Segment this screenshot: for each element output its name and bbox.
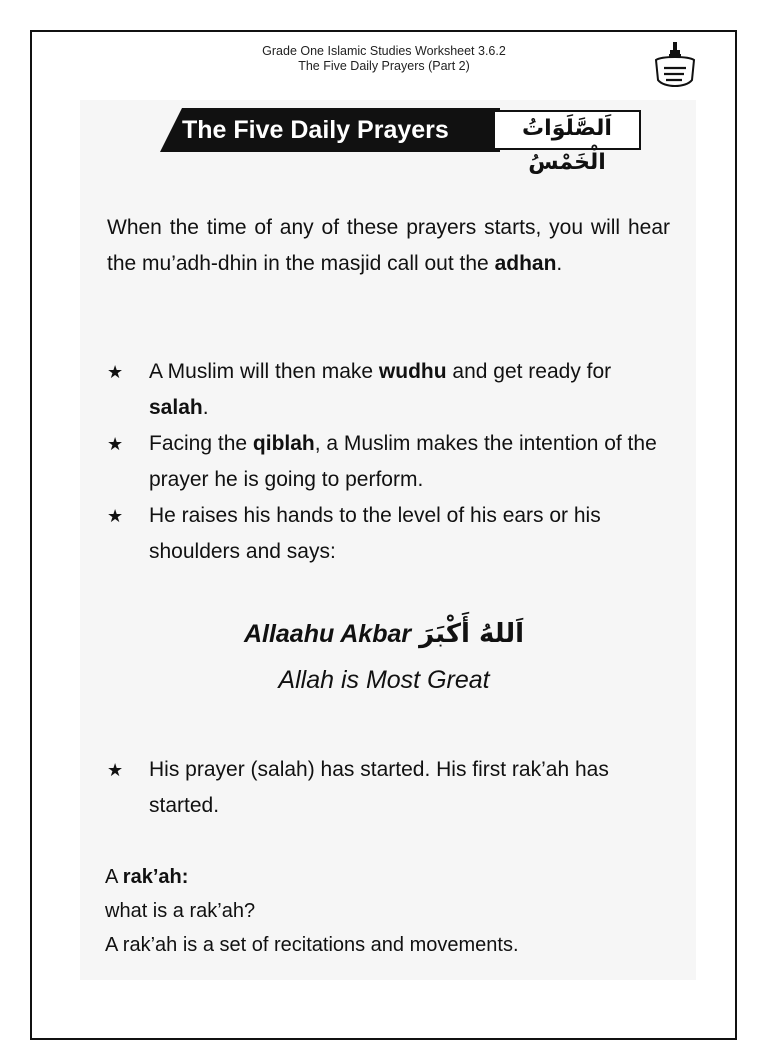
intro-paragraph	[107, 210, 670, 282]
list-item	[107, 498, 670, 570]
star-icon: ★	[107, 760, 124, 780]
rakah-answer: A rak’ah is a set of recitations and movements.	[105, 934, 519, 956]
rakah-heading-pre: A	[105, 866, 123, 888]
item-bold-term: wudhu	[378, 360, 447, 383]
item-text: He raises his hands to the level of his ears or his shoulders and says:	[149, 504, 601, 563]
item-text: , a Muslim makes the intention of the prayer he is going to perform.	[149, 432, 657, 491]
intro-text-end: .	[556, 252, 563, 275]
rakah-heading-bold: rak’ah:	[122, 866, 189, 888]
star-icon: ★	[107, 434, 124, 454]
item-text: A Muslim will then make	[149, 360, 379, 383]
rakah-section	[105, 860, 685, 962]
star-icon: ★	[107, 506, 124, 526]
school-crest-icon	[652, 40, 698, 94]
intro-bold-term: adhan	[494, 252, 557, 275]
intro-text: When the time of any of these prayers starts, you will hear the mu’adh-dhin in the masjid call out the	[107, 216, 670, 275]
header-line-1: Grade One Islamic Studies Worksheet 3.6.2	[262, 44, 506, 58]
takbir-line	[0, 614, 768, 654]
item-text: Facing the	[149, 432, 253, 455]
takbir-translation: Allah is Most Great	[278, 666, 490, 694]
list-item	[107, 426, 670, 498]
rakah-question: what is a rak’ah?	[105, 900, 256, 922]
takbir-transliteration: Allaahu Akbar	[243, 620, 412, 648]
banner-title: The Five Daily Prayers	[182, 116, 449, 144]
takbir-arabic: اَللهُ أَكْبَرَ	[419, 619, 525, 649]
steps-list	[107, 354, 670, 570]
item-text: .	[202, 396, 209, 419]
star-icon: ★	[107, 362, 124, 382]
final-step-list	[107, 752, 670, 824]
header-line-2: The Five Daily Prayers (Part 2)	[298, 59, 470, 73]
item-text: and get ready for	[446, 360, 612, 383]
item-bold-term: salah	[149, 396, 203, 419]
banner-arabic-title: اَلصَّلَوَاتُ الْخَمْسُ	[493, 110, 641, 150]
item-bold-term: qiblah	[252, 432, 315, 455]
title-banner	[160, 108, 642, 175]
list-item	[107, 752, 670, 824]
rakah-heading	[105, 860, 685, 894]
list-item	[107, 354, 670, 426]
item-text: His prayer (salah) has started. His first rak’ah has started.	[149, 758, 609, 817]
